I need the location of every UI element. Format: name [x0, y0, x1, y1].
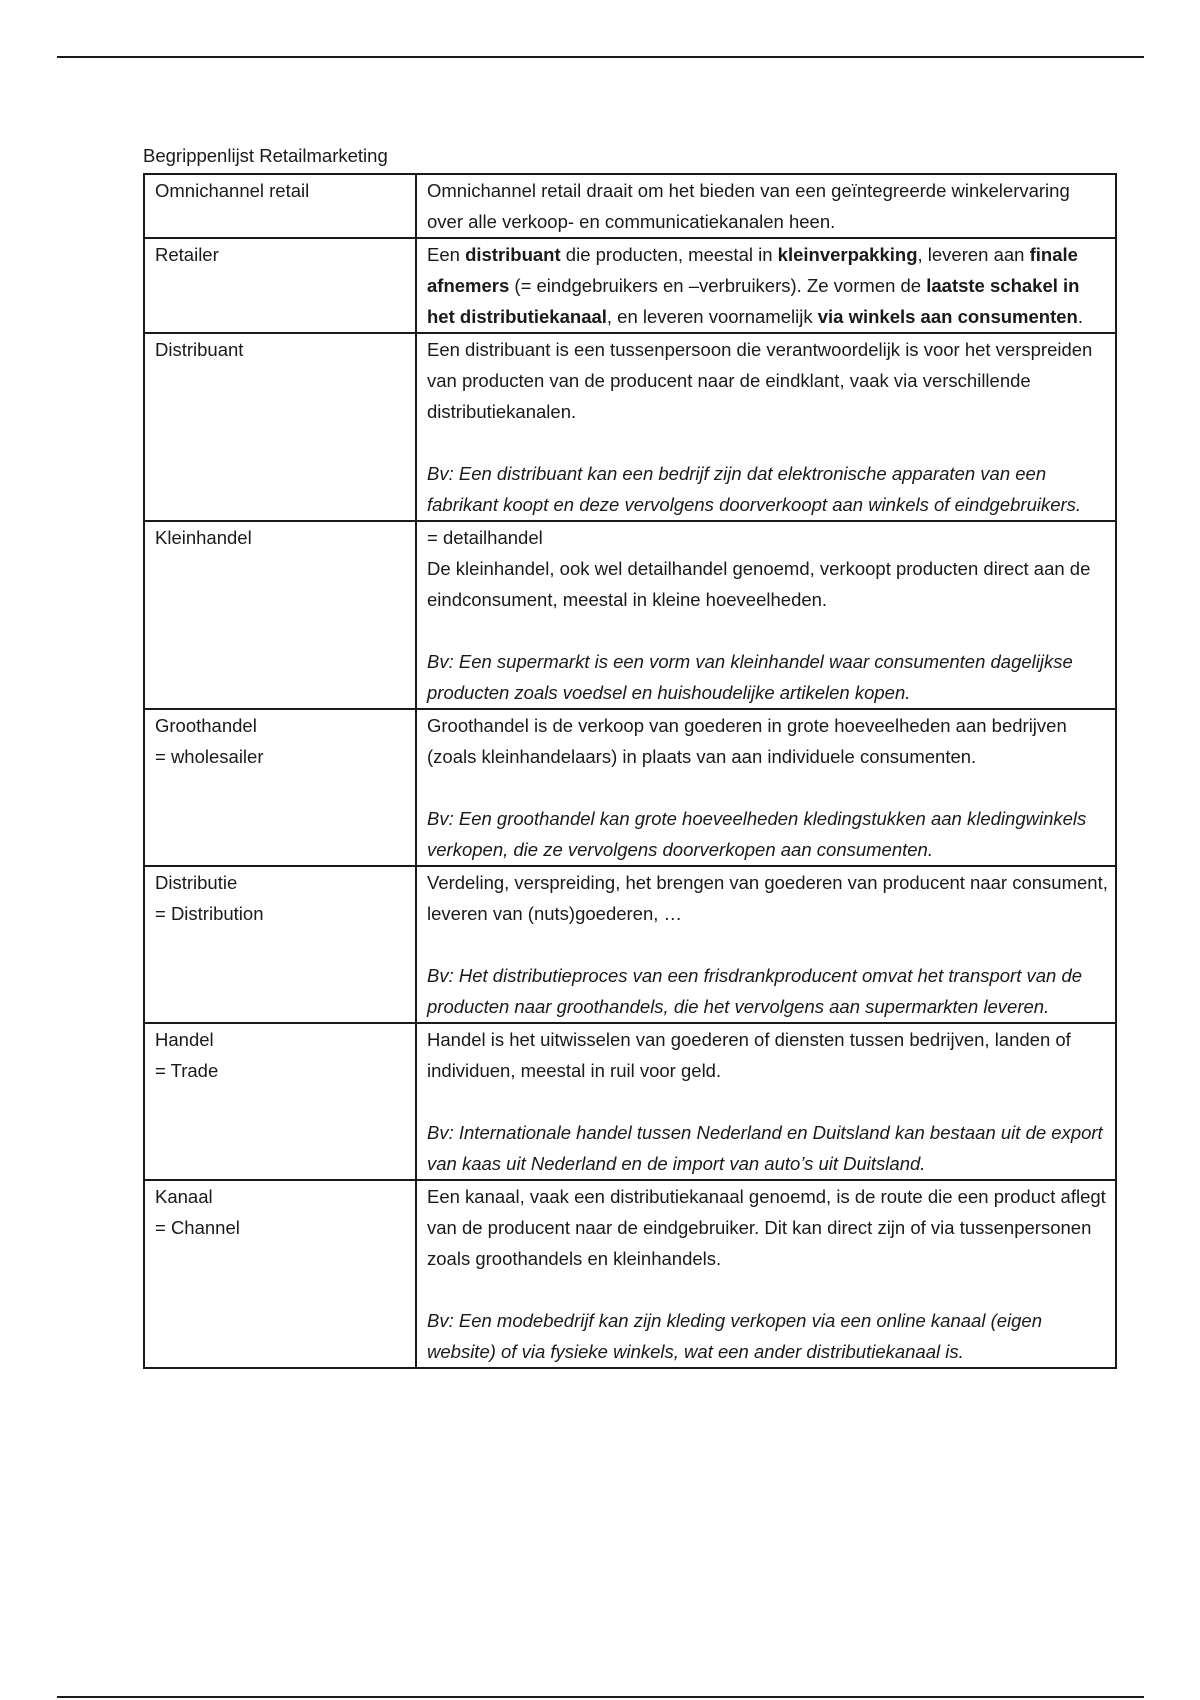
definition-text: Groothandel is de verkoop van goederen in grote hoeveelheden aan bedrijven (zoals kleinhandelaars) in plaats van aan individuele consumenten. [427, 715, 1067, 767]
text-run: , leveren aan [917, 244, 1030, 265]
spacer [427, 929, 1109, 960]
example-text: Bv: Het distributieproces van een frisdrankproducent omvat het transport van de producten naar groothandels, die het vervolgens aan supermarkten leveren. [427, 965, 1083, 1017]
definition-text: Een kanaal, vaak een distributiekanaal genoemd, is de route die een product aflegt van de producent naar de eindgebruiker. Dit kan direct zijn of via tussenpersonen zoals groothandels en kleinhandels. [427, 1186, 1106, 1269]
bold-term: laatste schakel in het distributiekanaal [427, 275, 1080, 327]
text-run: , en leveren voornamelijk [606, 306, 818, 327]
definition-cell [416, 866, 1116, 1023]
example-text: Bv: Een supermarkt is een vorm van kleinhandel waar consumenten dagelijkse producten zoals voedsel en huishoudelijke artikelen kopen. [427, 651, 1073, 703]
term-cell [144, 174, 416, 238]
bold-term: kleinverpakking [777, 244, 918, 265]
term-name: Retailer [155, 244, 219, 265]
example-text: Bv: Internationale handel tussen Nederland en Duitsland kan bestaan uit de export van kaas uit Nederland en de import van auto’s uit Duitsland. [427, 1122, 1103, 1174]
term-name: Distributie [155, 872, 238, 893]
table-row [144, 333, 1116, 521]
text-run: die producten, meestal in [560, 244, 778, 265]
definition-cell [416, 709, 1116, 866]
text-run: Een [427, 244, 466, 265]
text-run: . [1077, 306, 1083, 327]
spacer [427, 427, 1109, 458]
term-cell [144, 333, 416, 521]
term-name: Kleinhandel [155, 527, 252, 548]
synonym-text: = detailhandel [427, 527, 543, 548]
term-translation: = Trade [155, 1060, 219, 1081]
document-title: Begrippenlijst Retailmarketing [143, 145, 388, 166]
bold-term: finale afnemers [427, 244, 1078, 296]
term-translation: = Channel [155, 1217, 240, 1238]
definition-text: De kleinhandel, ook wel detailhandel genoemd, verkoopt producten direct aan de eindconsument, meestal in kleine hoeveelheden. [427, 558, 1091, 610]
example-text: Bv: Een distribuant kan een bedrijf zijn dat elektronische apparaten van een fabrikant koopt en deze vervolgens doorverkoopt aan winkels of eindgebruikers. [427, 463, 1082, 515]
term-cell [144, 866, 416, 1023]
definition-text: Een distribuant is een tussenpersoon die verantwoordelijk is voor het verspreiden van producten van de producent naar de eindklant, vaak via verschillende distributiekanalen. [427, 339, 1093, 422]
definition-text: Verdeling, verspreiding, het brengen van goederen van producent naar consument, leveren van (nuts)goederen, … [427, 872, 1108, 924]
term-cell [144, 238, 416, 333]
spacer [427, 1086, 1109, 1117]
term-cell [144, 1023, 416, 1180]
term-name: Omnichannel retail [155, 180, 310, 201]
definition-cell [416, 333, 1116, 521]
table-row [144, 238, 1116, 333]
table-row [144, 1180, 1116, 1368]
term-translation: = wholesailer [155, 746, 264, 767]
table-row [144, 866, 1116, 1023]
definition-cell [416, 238, 1116, 333]
term-cell [144, 1180, 416, 1368]
table-row [144, 521, 1116, 709]
spacer [427, 772, 1109, 803]
footer-rule [57, 1696, 1144, 1698]
term-name: Groothandel [155, 715, 257, 736]
table-row [144, 709, 1116, 866]
bold-term: via winkels aan consumenten [817, 306, 1078, 327]
definition-cell [416, 174, 1116, 238]
definition-text [427, 239, 1109, 332]
example-text: Bv: Een modebedrijf kan zijn kleding verkopen via een online kanaal (eigen website) of via fysieke winkels, wat een ander distributiekanaal is. [427, 1310, 1042, 1362]
term-name: Handel [155, 1029, 214, 1050]
term-name: Kanaal [155, 1186, 213, 1207]
definition-text: Omnichannel retail draait om het bieden van een geïntegreerde winkelervaring over alle verkoop- en communicatiekanalen heen. [427, 180, 1070, 232]
text-run: (= eindgebruikers en –verbruikers). Ze vormen de [509, 275, 927, 296]
definition-cell [416, 1180, 1116, 1368]
terms-table [143, 173, 1117, 1369]
example-text: Bv: Een groothandel kan grote hoeveelheden kledingstukken aan kledingwinkels verkopen, die ze vervolgens doorverkopen aan consumenten. [427, 808, 1087, 860]
spacer [427, 615, 1109, 646]
term-translation: = Distribution [155, 903, 264, 924]
table-row [144, 1023, 1116, 1180]
term-name: Distribuant [155, 339, 244, 360]
spacer [427, 1274, 1109, 1305]
header-rule [57, 56, 1144, 58]
term-cell [144, 521, 416, 709]
bold-term: distribuant [465, 244, 561, 265]
definition-cell [416, 1023, 1116, 1180]
definition-text: Handel is het uitwisselen van goederen of diensten tussen bedrijven, landen of individuen, meestal in ruil voor geld. [427, 1029, 1071, 1081]
term-cell [144, 709, 416, 866]
table-row [144, 174, 1116, 238]
definition-cell [416, 521, 1116, 709]
